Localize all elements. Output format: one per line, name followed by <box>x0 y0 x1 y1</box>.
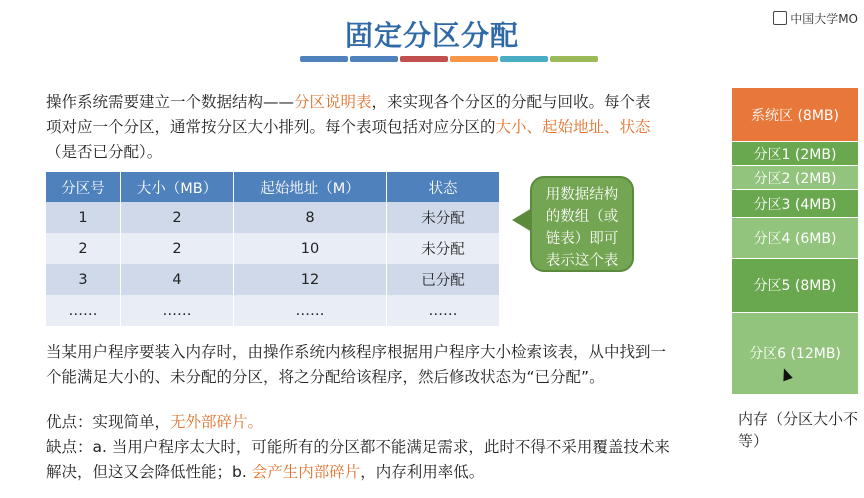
table-row <box>46 202 500 233</box>
pros-cons-paragraph <box>46 410 676 485</box>
title-color-bars <box>300 56 590 62</box>
header-start-address: 起始地址（M） <box>234 172 387 202</box>
intro-text-1: 操作系统需要建立一个数据结构—— <box>46 93 295 111</box>
watermark-text: 中国大学MO <box>790 12 858 26</box>
color-bar <box>550 56 598 62</box>
callout-box: 用数据结构的数组（或链表）即可表示这个表 <box>530 176 634 272</box>
memory-diagram <box>732 88 858 395</box>
pros-line <box>46 410 676 435</box>
cell: …… <box>121 295 234 326</box>
cons-tail: ，内存利用率低。 <box>360 463 485 481</box>
cell: …… <box>234 295 387 326</box>
color-bar <box>450 56 498 62</box>
pros-label: 优点：实现简单， <box>46 413 171 431</box>
cell: 10 <box>234 233 387 264</box>
intro-paragraph <box>46 90 666 165</box>
cell: 4 <box>121 264 234 295</box>
cell: 2 <box>121 202 234 233</box>
cell: 已分配 <box>387 264 500 295</box>
cons-label: 缺点：a. 当用户程序太大时，可能所有的分区都不能满足需求，此时不得不采用覆盖技术来解决，但这又会降低性能；b. <box>46 438 670 481</box>
cell: 未分配 <box>387 202 500 233</box>
partition-block: 分区3 (4MB) <box>732 190 858 217</box>
cell: …… <box>46 295 121 326</box>
callout-arrow <box>512 208 532 232</box>
intro-text-3: （是否已分配）。 <box>46 143 163 161</box>
table-row <box>46 233 500 264</box>
table-header-row <box>46 172 500 202</box>
intro-highlight-1: 分区说明表 <box>294 93 372 111</box>
intro-text-2: ，来实现各个分区的分配与回收。每个表项对应一个分区，通常按分区大小排列。每个表项包括对应分区的 <box>46 93 651 136</box>
partition-block: 分区6 (12MB) <box>732 313 858 395</box>
cell: …… <box>387 295 500 326</box>
color-bar <box>300 56 348 62</box>
cell: 8 <box>234 202 387 233</box>
cell: 未分配 <box>387 233 500 264</box>
partition-block: 分区1 (2MB) <box>732 142 858 166</box>
memory-caption: 内存（分区大小不等） <box>738 410 859 450</box>
logo-icon <box>773 11 787 25</box>
header-partition-id: 分区号 <box>46 172 121 202</box>
partition-table <box>46 172 500 326</box>
partition-block: 分区2 (2MB) <box>732 166 858 190</box>
cell: 2 <box>121 233 234 264</box>
watermark <box>773 10 858 27</box>
header-size: 大小（MB） <box>121 172 234 202</box>
cell: 1 <box>46 202 121 233</box>
cell: 12 <box>234 264 387 295</box>
cell: 3 <box>46 264 121 295</box>
partition-block: 分区4 (6MB) <box>732 218 858 259</box>
header-status: 状态 <box>387 172 500 202</box>
cons-highlight: 会产生内部碎片 <box>251 463 361 481</box>
pros-highlight: 无外部碎片。 <box>170 413 264 431</box>
cons-line <box>46 435 676 485</box>
slide-title: 固定分区分配 <box>344 19 519 52</box>
intro-highlight-2: 大小、起始地址、状态 <box>495 118 651 136</box>
color-bar <box>500 56 548 62</box>
color-bar <box>350 56 398 62</box>
table-row <box>46 264 500 295</box>
system-area-block: 系统区 (8MB) <box>732 88 858 142</box>
load-paragraph: 当某用户程序要装入内存时，由操作系统内核程序根据用户程序大小检索该表，从中找到一个能满足大小的、未分配的分区，将之分配给该程序，然后修改状态为“已分配”。 <box>46 343 667 386</box>
color-bar <box>400 56 448 62</box>
cell: 2 <box>46 233 121 264</box>
partition-block: 分区5 (8MB) <box>732 259 858 313</box>
table-row <box>46 295 500 326</box>
